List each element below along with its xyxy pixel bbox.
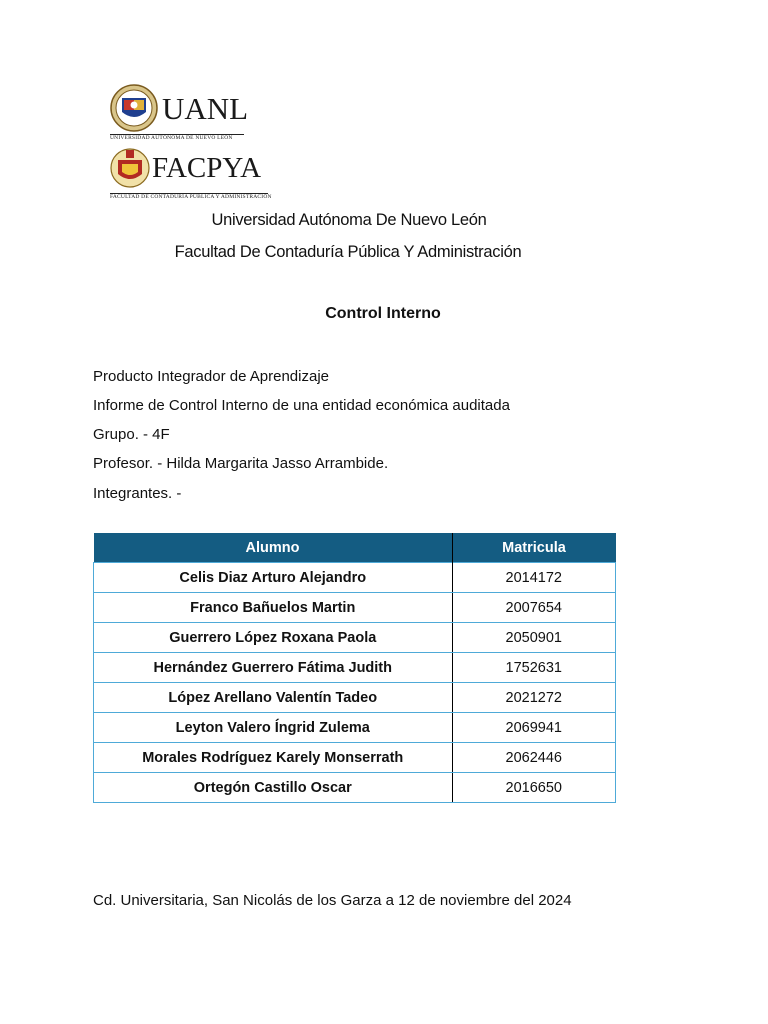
student-id: 2007654: [452, 593, 616, 623]
report-line: Informe de Control Interno de una entidad económica auditada: [93, 397, 510, 414]
uanl-logo: [110, 84, 280, 132]
table-row: [94, 713, 616, 743]
student-id: 2021272: [452, 683, 616, 713]
column-header-alumno: Alumno: [94, 533, 453, 563]
uanl-logo-text: UANL: [162, 90, 249, 126]
table-header-row: [94, 533, 616, 563]
uanl-logo-subtitle: UNIVERSIDAD AUTÓNOMA DE NUEVO LEÓN: [110, 135, 233, 141]
members-label: Integrantes. -: [93, 485, 182, 502]
student-id: 2016650: [452, 773, 616, 803]
place-date-footer: Cd. Universitaria, San Nicolás de los Garza a 12 de noviembre del 2024: [93, 892, 572, 909]
student-id: 2050901: [452, 623, 616, 653]
group-line: Grupo. - 4F: [93, 426, 170, 443]
table-row: [94, 683, 616, 713]
table-row: [94, 743, 616, 773]
university-name: Universidad Autónoma De Nuevo León: [211, 211, 487, 229]
student-name: Celis Diaz Arturo Alejandro: [94, 563, 453, 593]
student-id: 2069941: [452, 713, 616, 743]
student-id: 1752631: [452, 653, 616, 683]
student-name: Franco Bañuelos Martin: [94, 593, 453, 623]
facpya-logo: [110, 144, 280, 192]
student-id: 2014172: [452, 563, 616, 593]
table-row: [94, 623, 616, 653]
product-line: Producto Integrador de Aprendizaje: [93, 368, 329, 385]
student-name: López Arellano Valentín Tadeo: [94, 683, 453, 713]
uanl-seal-icon: [110, 84, 158, 132]
table-row: [94, 593, 616, 623]
student-name: Hernández Guerrero Fátima Judith: [94, 653, 453, 683]
table-row: [94, 563, 616, 593]
student-name: Morales Rodríguez Karely Monserrath: [94, 743, 453, 773]
column-header-matricula: Matricula: [452, 533, 616, 563]
members-table: [93, 533, 616, 803]
table-row: [94, 653, 616, 683]
facpya-seal-icon: [110, 144, 158, 192]
document-title: Control Interno: [325, 305, 441, 322]
professor-line: Profesor. - Hilda Margarita Jasso Arrambide.: [93, 455, 389, 472]
student-id: 2062446: [452, 743, 616, 773]
facpya-logo-text: FACPYA: [152, 151, 262, 184]
facpya-logo-subtitle: FACULTAD DE CONTADURÍA PÚBLICA Y ADMINISTRACIÓN: [110, 194, 272, 200]
student-name: Guerrero López Roxana Paola: [94, 623, 453, 653]
student-name: Ortegón Castillo Oscar: [94, 773, 453, 803]
logo-block: [110, 84, 280, 200]
table-row: [94, 773, 616, 803]
faculty-name: Facultad De Contaduría Pública Y Administración: [174, 243, 522, 261]
student-name: Leyton Valero Íngrid Zulema: [94, 713, 453, 743]
